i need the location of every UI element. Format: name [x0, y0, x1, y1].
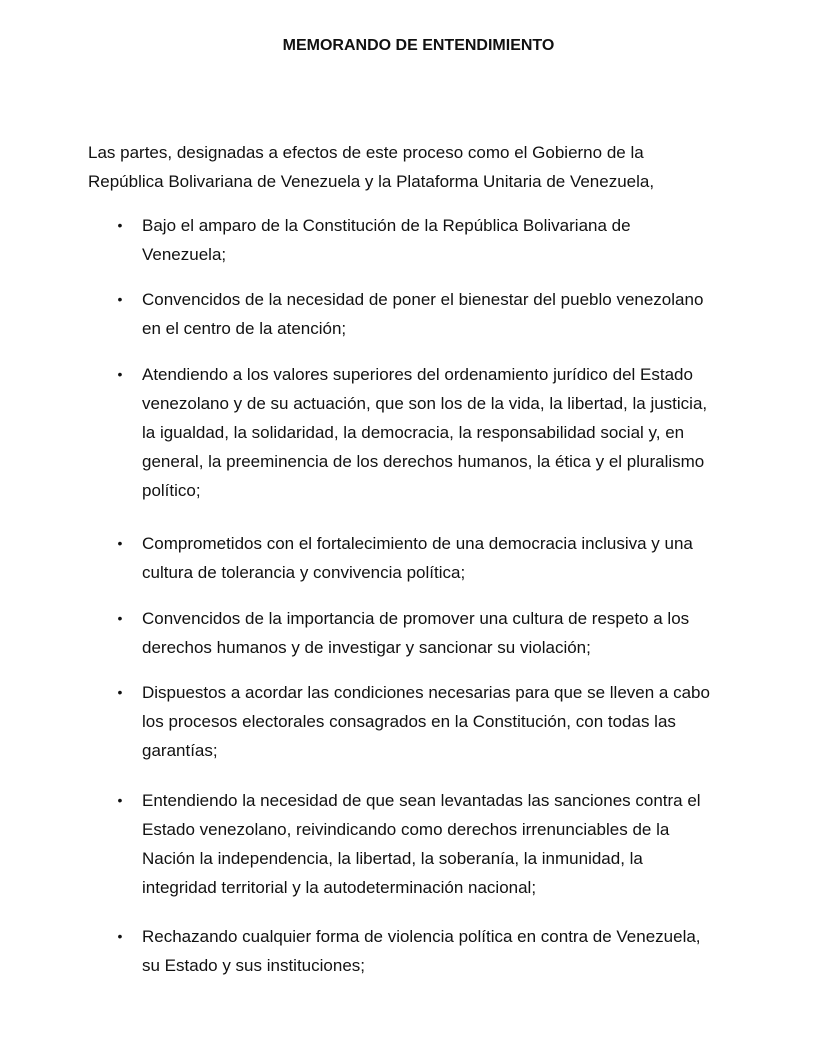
text-line: Bajo el amparo de la Constitución de la República Bolivariana de — [142, 216, 631, 235]
text-line: Estado venezolano, reivindicando como derechos irrenunciables de la — [142, 820, 670, 839]
text-line: los procesos electorales consagrados en la Constitución, con todas las — [142, 712, 676, 731]
text-line: Convencidos de la importancia de promover una cultura de respeto a los — [142, 609, 690, 628]
text-line: en el centro de la atención; — [142, 319, 347, 338]
text-line: la igualdad, la solidaridad, la democracia, la responsabilidad social y, en — [142, 423, 685, 442]
bullet-icon: • — [117, 291, 123, 307]
bullet-item-text — [142, 922, 802, 980]
bullet-icon: • — [117, 217, 123, 233]
intro-line: República Bolivariana de Venezuela y la Plataforma Unitaria de Venezuela, — [88, 171, 655, 191]
bullet-icon: • — [117, 366, 123, 382]
bullet-item-text — [142, 360, 802, 505]
intro-line: Las partes, designadas a efectos de este proceso como el Gobierno de la — [88, 143, 644, 162]
text-line: integridad territorial y la autodeterminación nacional; — [142, 878, 537, 897]
document-title: MEMORANDO DE ENTENDIMIENTO — [282, 37, 555, 54]
text-line: Nación la independencia, la libertad, la soberanía, la inmunidad, la — [142, 849, 643, 868]
text-line: Dispuestos a acordar las condiciones necesarias para que se lleven a cabo — [142, 683, 710, 702]
bullet-item-text — [142, 529, 802, 587]
bullet-item-text — [142, 211, 802, 269]
bullet-item-text — [142, 786, 802, 902]
text-line: Rechazando cualquier forma de violencia política en contra de Venezuela, — [142, 927, 701, 946]
bullet-icon: • — [117, 535, 123, 551]
bullet-item-text — [142, 678, 802, 765]
text-line: Convencidos de la necesidad de poner el bienestar del pueblo venezolano — [142, 290, 704, 309]
text-line: venezolano y de su actuación, que son los de la vida, la libertad, la justicia, — [142, 394, 708, 413]
intro-paragraph — [88, 139, 748, 196]
text-line: Comprometidos con el fortalecimiento de una democracia inclusiva y una — [142, 534, 693, 553]
text-line: político; — [142, 481, 201, 500]
text-line: garantías; — [142, 741, 218, 760]
bullet-item-text — [142, 604, 802, 662]
bullet-icon: • — [117, 928, 123, 944]
bullet-icon: • — [117, 610, 123, 626]
text-line: su Estado y sus instituciones; — [142, 956, 366, 975]
text-line: Venezuela; — [142, 245, 227, 264]
text-line: Entendiendo la necesidad de que sean levantadas las sanciones contra el — [142, 791, 701, 810]
text-line: general, la preeminencia de los derechos humanos, la ética y el pluralismo — [142, 452, 705, 471]
text-line: cultura de tolerancia y convivencia política; — [142, 563, 466, 582]
text-line: Atendiendo a los valores superiores del ordenamiento jurídico del Estado — [142, 365, 693, 384]
text-line: derechos humanos y de investigar y sancionar su violación; — [142, 638, 591, 657]
bullet-icon: • — [117, 792, 123, 808]
bullet-item-text — [142, 285, 802, 343]
bullet-icon: • — [117, 684, 123, 700]
